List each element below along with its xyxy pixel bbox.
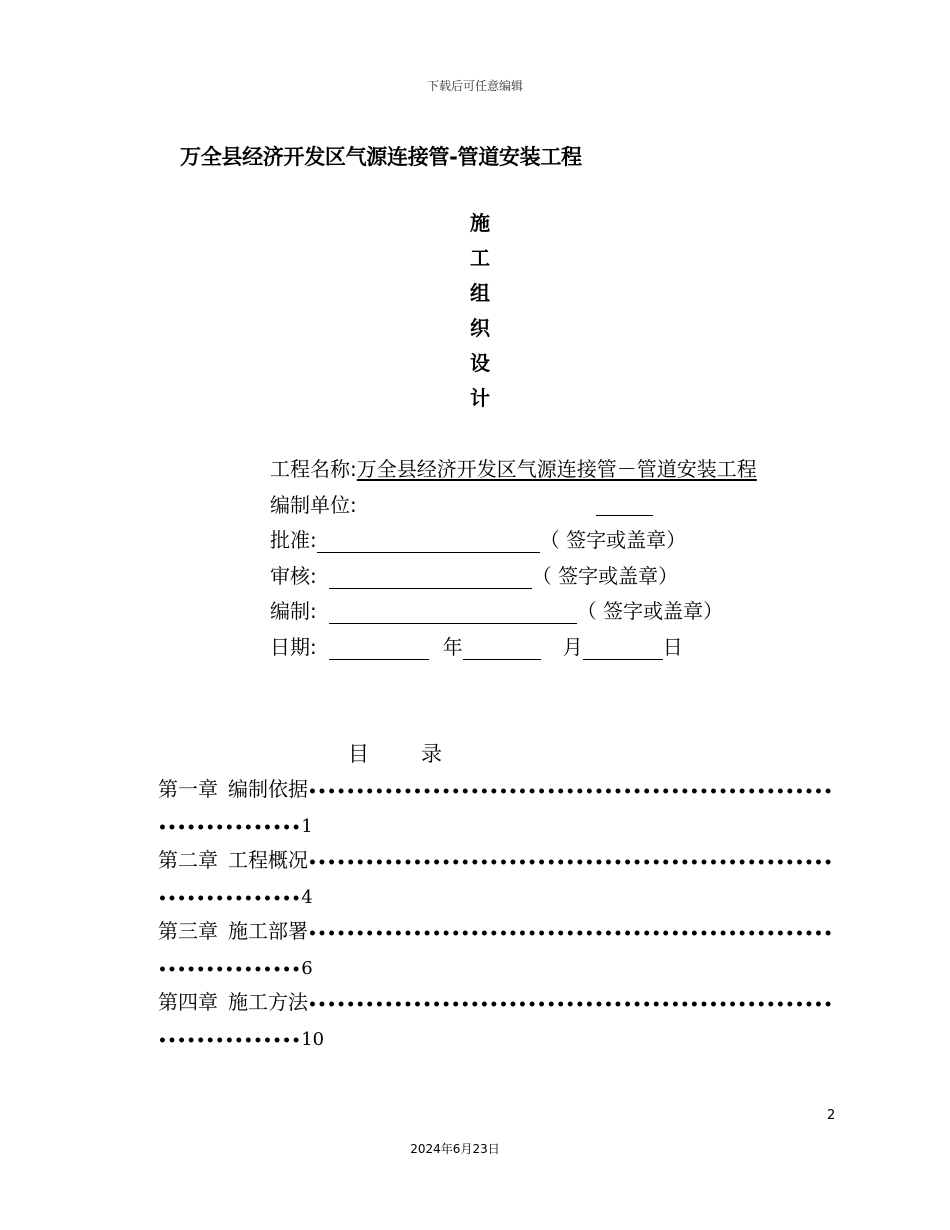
toc-leader-dots: ••••••••••••••• bbox=[158, 819, 302, 836]
vertical-title bbox=[460, 206, 500, 416]
toc-leader-dots: ••••••••••••••• bbox=[158, 890, 302, 907]
toc-chapter: 第二章 bbox=[158, 848, 218, 872]
toc-page-number: 1 bbox=[301, 815, 313, 837]
toc-leader-dots: ••••••••••••••••••••••••••••••••••••••••••••••••••••••• bbox=[308, 997, 834, 1013]
date-day-label: 日 bbox=[662, 634, 683, 659]
toc-entry-continuation bbox=[158, 1021, 833, 1057]
toc-leader-dots: ••••••••••••••• bbox=[158, 961, 302, 978]
toc-entry[interactable] bbox=[158, 985, 833, 1021]
toc-chapter: 第三章 bbox=[158, 919, 218, 943]
date-month-line bbox=[463, 637, 541, 660]
project-name-value: 万全县经济开发区气源连接管－管道安装工程 bbox=[356, 457, 757, 481]
toc-chapter-name: 编制依据 bbox=[228, 777, 308, 801]
vertical-title-char: 计 bbox=[470, 386, 490, 410]
toc-entry-continuation bbox=[158, 950, 833, 986]
info-block bbox=[270, 452, 757, 665]
toc-leader-dots: ••••••••••••••••••••••••••••••••••••••••••••••••••••••• bbox=[308, 926, 834, 942]
project-name-label: 工程名称: bbox=[270, 457, 357, 481]
date-year-line bbox=[329, 637, 429, 660]
footer-date: 2024年6月23日 bbox=[410, 1142, 500, 1156]
review-line bbox=[329, 566, 532, 589]
compiling-unit-line bbox=[596, 493, 653, 516]
compiling-unit-label: 编制单位: bbox=[270, 492, 357, 517]
toc-leader-dots: ••••••••••••••••••••••••••••••••••••••••••••••••••••••• bbox=[308, 784, 834, 800]
review-sign-note: （ 签字或盖章） bbox=[531, 563, 679, 588]
project-name-row bbox=[270, 452, 757, 488]
toc-entry[interactable] bbox=[158, 843, 833, 879]
vertical-title-char: 设 bbox=[470, 351, 490, 375]
approval-label: 批准: bbox=[270, 528, 317, 552]
toc-chapter-name: 工程概况 bbox=[228, 848, 308, 872]
compile-row bbox=[270, 594, 757, 630]
toc-title bbox=[348, 738, 442, 768]
approval-row bbox=[270, 523, 757, 559]
page-number: 2 bbox=[827, 1108, 836, 1123]
table-of-contents bbox=[158, 772, 833, 1056]
toc-title-left: 目 bbox=[348, 742, 369, 766]
vertical-title-char: 组 bbox=[470, 281, 490, 305]
toc-chapter-name: 施工方法 bbox=[228, 990, 308, 1014]
header-note: 下载后可任意编辑 bbox=[426, 79, 523, 93]
toc-leader-dots: ••••••••••••••••••••••••••••••••••••••••••••••••••••••• bbox=[308, 855, 834, 871]
vertical-title-char: 工 bbox=[470, 246, 490, 270]
toc-chapter-name: 施工部署 bbox=[228, 919, 308, 943]
toc-title-right: 录 bbox=[421, 742, 442, 766]
date-month-label: 月 bbox=[562, 634, 583, 659]
toc-entry[interactable] bbox=[158, 914, 833, 950]
compile-label: 编制: bbox=[270, 599, 317, 623]
toc-leader-dots: ••••••••••••••• bbox=[158, 1032, 302, 1049]
compiling-unit-row bbox=[270, 488, 757, 524]
toc-entry-continuation bbox=[158, 879, 833, 915]
date-row bbox=[270, 630, 757, 666]
date-day-line bbox=[583, 637, 663, 660]
date-year-label: 年 bbox=[442, 634, 463, 659]
approval-sign-note: （ 签字或盖章） bbox=[539, 528, 687, 552]
date-label: 日期: bbox=[270, 634, 317, 659]
toc-page-number: 10 bbox=[301, 1028, 325, 1050]
review-row bbox=[270, 559, 757, 595]
review-label: 审核: bbox=[270, 563, 317, 588]
toc-page-number: 4 bbox=[301, 886, 313, 908]
compile-sign-note: （ 签字或盖章） bbox=[576, 599, 724, 623]
toc-chapter: 第四章 bbox=[158, 990, 218, 1014]
toc-page-number: 6 bbox=[301, 957, 313, 979]
toc-chapter: 第一章 bbox=[158, 777, 218, 801]
compile-line bbox=[329, 601, 577, 624]
document-title: 万全县经济开发区气源连接管-管道安装工程 bbox=[180, 145, 582, 169]
toc-entry[interactable] bbox=[158, 772, 833, 808]
approval-line bbox=[317, 530, 540, 553]
vertical-title-char: 施 bbox=[470, 211, 490, 235]
toc-entry-continuation bbox=[158, 808, 833, 844]
vertical-title-char: 织 bbox=[470, 316, 490, 340]
